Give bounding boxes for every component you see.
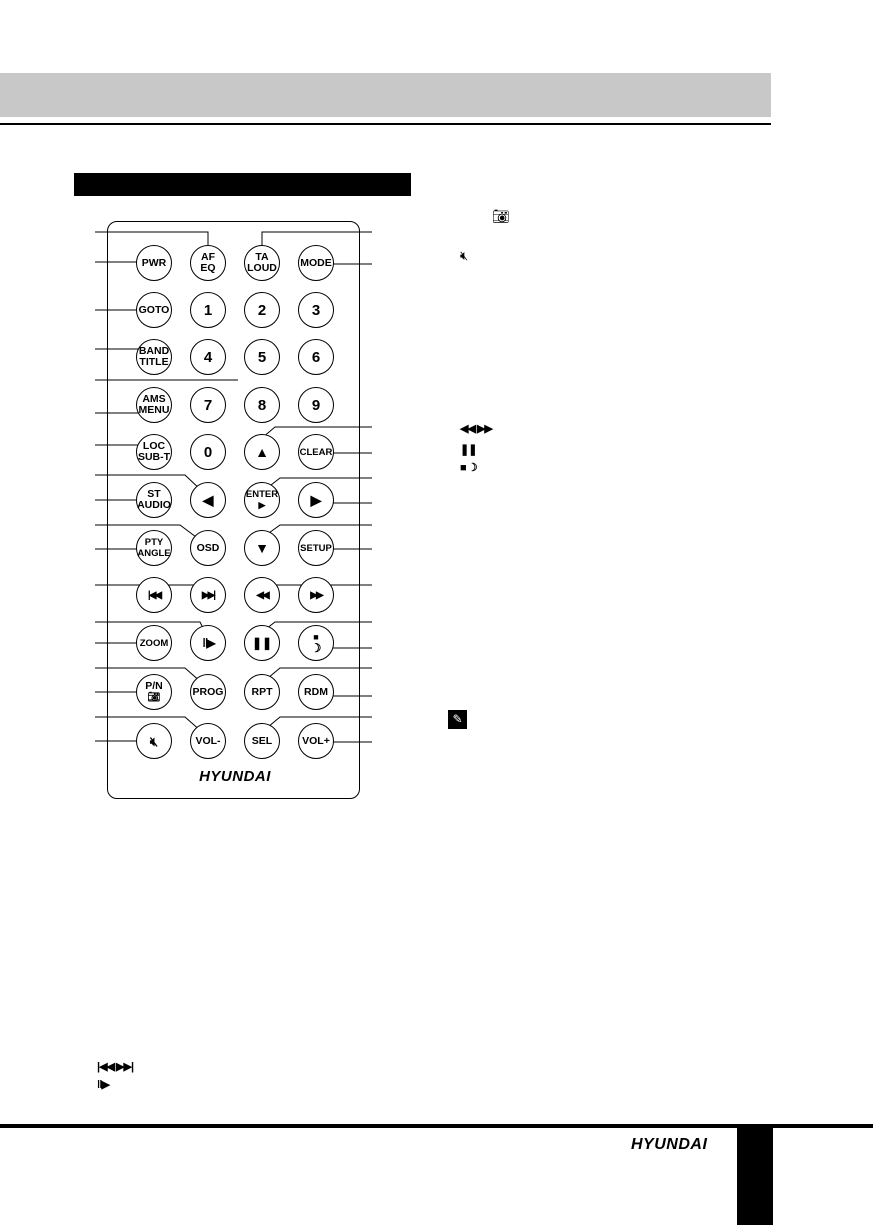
rdm-button[interactable]: RDM [298,674,334,710]
pn-button[interactable]: P/N 📷︎ [136,674,172,710]
af-eq-button[interactable]: AF EQ [190,245,226,281]
osd-button[interactable]: OSD [190,530,226,566]
pause-icon: ❚❚ [251,635,273,650]
triangle-right-icon: ▶ [310,491,322,508]
digit-8-button[interactable]: 8 [244,387,280,423]
prev-button[interactable] [136,577,172,613]
zoom-button[interactable]: ZOOM [136,625,172,661]
mute-button[interactable] [136,723,172,759]
remote-brand-logo: HYUNDAI [199,768,271,785]
footer-brand-logo: HYUNDAI [631,1136,708,1153]
ams-menu-button[interactable]: AMS MENU [136,387,172,423]
sel-button[interactable]: SEL [244,723,280,759]
stop-moon-icon: ■ ☽ [460,462,477,474]
header-rule [0,123,771,125]
st-audio-button[interactable]: ST AUDIO [136,482,172,518]
clear-button[interactable]: CLEAR [298,434,334,470]
mute-icon: 🔇︎ [149,733,159,749]
skip-prev-next-icon: |◀◀ ▶▶| [97,1061,134,1073]
triangle-left-icon: ◀ [202,491,214,508]
rewind-button[interactable] [244,577,280,613]
mute-icon: 🔇︎ [460,248,468,263]
page-number-tab [737,1124,773,1225]
triangle-down-icon: ▼ [255,539,269,556]
digit-0-button[interactable]: 0 [190,434,226,470]
triangle-up-icon: ▲ [255,443,269,460]
stop-icon: ■ [313,632,319,642]
rewind-icon: ◀◀ [256,589,268,601]
digit-7-button[interactable]: 7 [190,387,226,423]
pwr-button[interactable]: PWR [136,245,172,281]
step-play-icon: ǁ▶ [202,635,214,650]
digit-2-button[interactable]: 2 [244,292,280,328]
digit-3-button[interactable]: 3 [298,292,334,328]
header-band [0,73,771,117]
step-play-button[interactable] [190,625,226,661]
pause-button[interactable] [244,625,280,661]
vol-minus-button[interactable]: VOL- [190,723,226,759]
digit-4-button[interactable]: 4 [190,339,226,375]
camera-icon: 📷︎ [492,208,509,224]
digit-9-button[interactable]: 9 [298,387,334,423]
play-icon: ▶ [258,500,266,510]
note-pen-icon: ✎ [448,710,467,729]
moon-icon: ☽ [310,641,322,655]
skip-prev-icon: |◀◀ [147,589,161,601]
rpt-button[interactable]: RPT [244,674,280,710]
stop-button[interactable] [298,625,334,661]
skip-next-icon: ▶▶| [201,589,215,601]
left-button[interactable] [190,482,226,518]
digit-5-button[interactable]: 5 [244,339,280,375]
digit-6-button[interactable]: 6 [298,339,334,375]
fast-forward-icon: ▶▶ [310,589,322,601]
step-play-icon: ǁ▶ [97,1079,109,1091]
rewind-fast-forward-icon: ◀◀ ▶▶ [460,423,492,435]
camera-icon: 📷︎ [147,692,161,703]
band-title-button[interactable]: BAND TITLE [136,339,172,375]
fast-forward-button[interactable] [298,577,334,613]
vol-plus-button[interactable]: VOL+ [298,723,334,759]
mode-button[interactable]: MODE [298,245,334,281]
up-button[interactable] [244,434,280,470]
digit-1-button[interactable]: 1 [190,292,226,328]
right-button[interactable] [298,482,334,518]
setup-button[interactable]: SETUP [298,530,334,566]
pty-angle-button[interactable]: PTY ANGLE [136,530,172,566]
down-button[interactable] [244,530,280,566]
prog-button[interactable]: PROG [190,674,226,710]
enter-button[interactable]: ENTER ▶ [244,482,280,518]
loc-subt-button[interactable]: LOC SUB-T [136,434,172,470]
pause-icon: ❚❚ [460,444,477,456]
ta-loud-button[interactable]: TA LOUD [244,245,280,281]
section-title-bar [74,173,411,196]
goto-button[interactable]: GOTO [136,292,172,328]
next-button[interactable] [190,577,226,613]
